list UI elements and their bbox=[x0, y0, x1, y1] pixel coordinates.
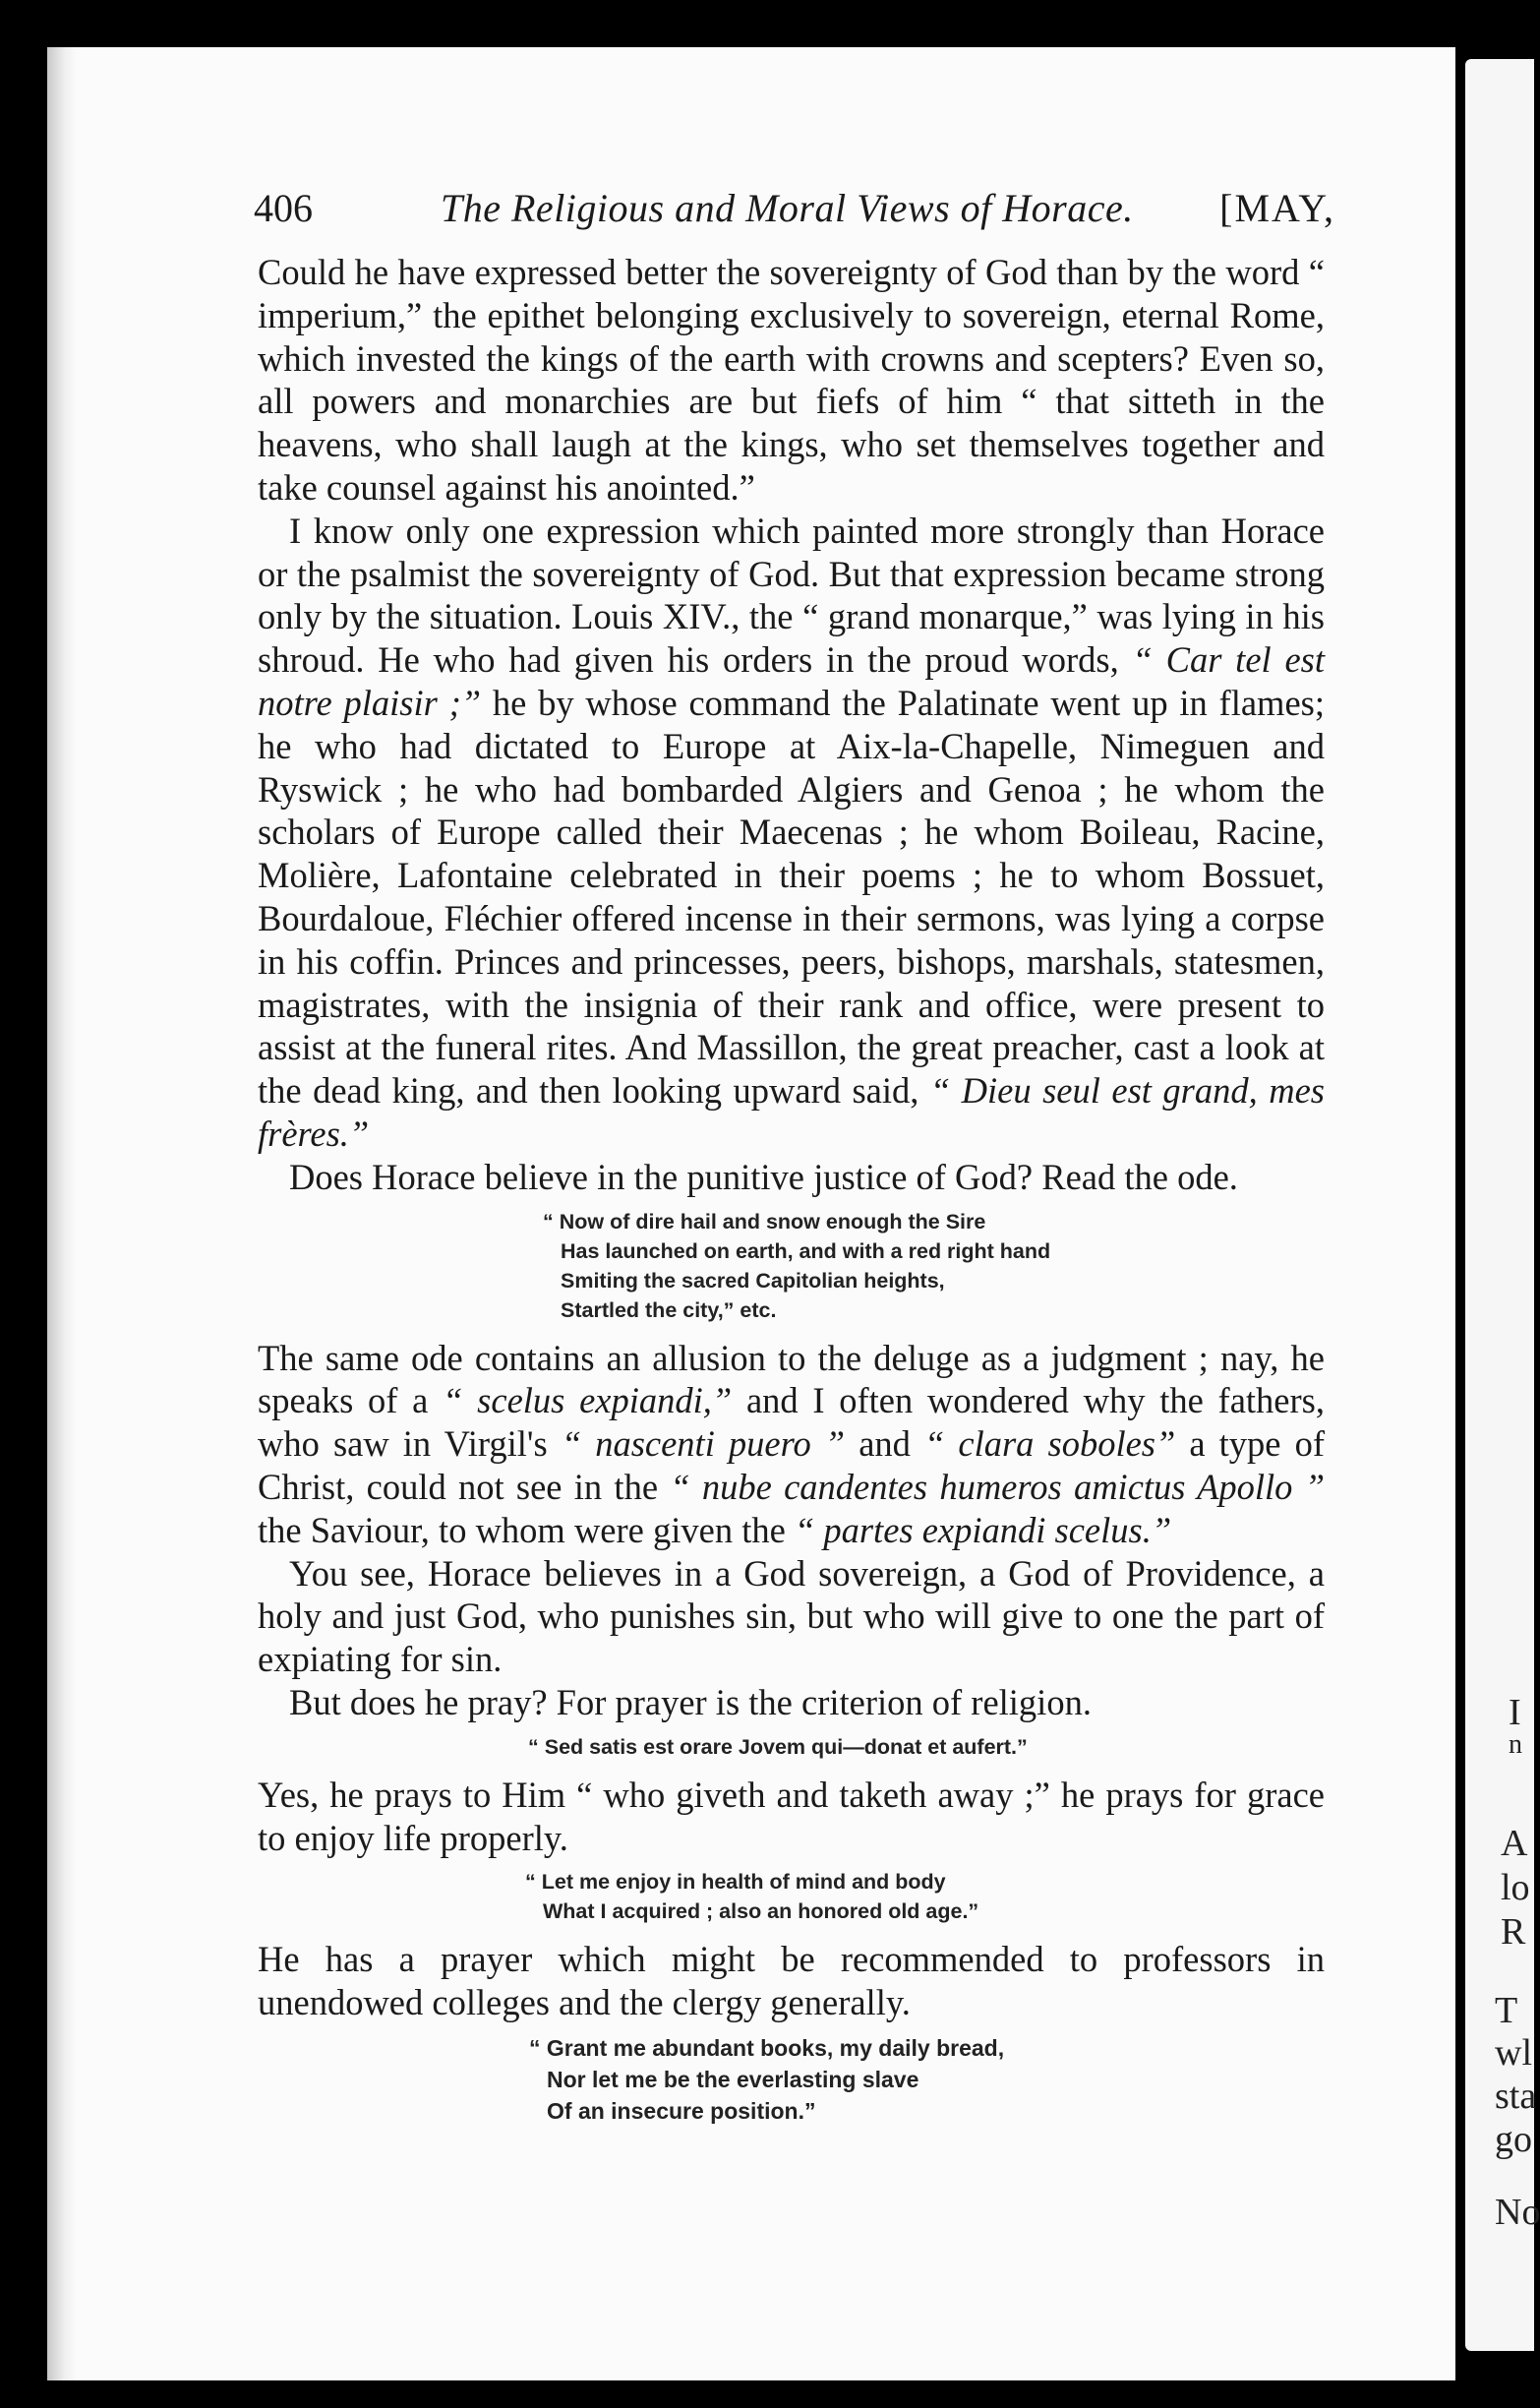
paragraph bbox=[258, 510, 1325, 1156]
verse-quote bbox=[258, 2032, 1325, 2127]
italic-phrase: “ nube candentes humeros amictus Apollo ” bbox=[670, 1466, 1326, 1507]
running-month: [MAY, bbox=[1219, 186, 1335, 230]
adjacent-page-edge bbox=[1465, 59, 1540, 2351]
verse-line: What I acquired ; also an honored old age.” bbox=[543, 1899, 979, 1924]
text-run: Does Horace believe in the punitive justice of God? Read the ode. bbox=[289, 1156, 1238, 1197]
paragraph bbox=[258, 1156, 1325, 1199]
verse-line: Nor let me be the everlasting slave bbox=[547, 2066, 919, 2092]
adjacent-page-fragment: No bbox=[1495, 2192, 1540, 2233]
text-run: and bbox=[845, 1423, 924, 1465]
adjacent-page-fragment: T bbox=[1495, 1990, 1518, 2031]
italic-phrase: “ scelus expiandi,” bbox=[443, 1380, 733, 1421]
verse-line: “ Let me enjoy in health of mind and body bbox=[525, 1870, 946, 1895]
page-binding-edge bbox=[47, 47, 77, 2380]
adjacent-page-fragment: lo bbox=[1501, 1867, 1530, 1908]
text-run: Yes, he prays to Him “ who giveth and taketh away ;” he prays for grace to enjoy life properly. bbox=[258, 1774, 1325, 1858]
verse-line: “ Sed satis est orare Jovem qui—donat et aufert.” bbox=[528, 1734, 1028, 1759]
verse-line: Has launched on earth, and with a red right hand bbox=[561, 1238, 1051, 1263]
verse-quote bbox=[258, 1207, 1325, 1325]
verse-quote bbox=[258, 1867, 1325, 1926]
text-run: a type of Christ, could not see in the bbox=[258, 1423, 1325, 1507]
adjacent-page-fragment: wl bbox=[1495, 2032, 1532, 2074]
verse-quote bbox=[258, 1732, 1325, 1762]
text-run: Could he have expressed better the sovereignty of God than by the word “ imperium,” the epithet belonging exclusively to sovereign, eternal Rome, which invested the kings of the earth with crowns and scepters? Even so, all powers and monarchies are but fiefs of him “ that sitteth in the heavens, who shall laugh at the kings, who set themselves together and take counsel against his anointed.” bbox=[258, 252, 1325, 508]
verse-line: “ Now of dire hail and snow enough the Sire bbox=[543, 1209, 986, 1234]
paragraph bbox=[258, 1938, 1325, 2024]
running-title: The Religious and Moral Views of Horace. bbox=[441, 186, 1134, 230]
page-number: 406 bbox=[254, 186, 313, 230]
paragraph bbox=[258, 1552, 1325, 1681]
paragraph bbox=[258, 1337, 1325, 1552]
italic-phrase: “ partes expiandi scelus.” bbox=[794, 1509, 1172, 1550]
paragraph bbox=[258, 1681, 1325, 1724]
text-run: I know only one expression which painted more strongly than Horace or the psalmist the sovereignty of God. But that expression became strong only by the situation. Louis XIV., the “ grand monarque,” was lying in his shroud. He who had given his orders in the proud words, bbox=[258, 510, 1325, 681]
running-header bbox=[254, 185, 1335, 244]
text-run: The same ode contains an allusion to the deluge as a judgment ; nay, he speaks of a bbox=[258, 1337, 1325, 1421]
adjacent-page-fragment: R bbox=[1501, 1911, 1526, 1953]
text-run: You see, Horace believes in a God sovereign, a God of Providence, a holy and just God, who punishes sin, but who will give to one the part of expiating for sin. bbox=[258, 1552, 1325, 1680]
paragraph bbox=[258, 1774, 1325, 1860]
adjacent-page-fragment: A bbox=[1501, 1823, 1528, 1864]
text-run: and I often wondered why the fathers, who saw in Virgil's bbox=[258, 1380, 1325, 1465]
italic-phrase: “ nascenti puero ” bbox=[561, 1423, 846, 1465]
verse-line: Smiting the sacred Capitolian heights, bbox=[561, 1268, 945, 1293]
paragraph bbox=[258, 251, 1325, 510]
italic-phrase: “ Car tel est notre plaisir ;” bbox=[258, 639, 1325, 723]
verse-line: Startled the city,” etc. bbox=[561, 1297, 777, 1322]
italic-phrase: “ Dieu seul est grand, mes frères.” bbox=[258, 1070, 1325, 1154]
text-run: the Saviour, to whom were given the bbox=[258, 1509, 795, 1550]
text-run: He has a prayer which might be recommended to professors in unendowed colleges and the clergy generally. bbox=[258, 1939, 1325, 2023]
italic-phrase: “ clara soboles” bbox=[923, 1423, 1176, 1465]
adjacent-page-fragment: sta bbox=[1495, 2076, 1537, 2117]
body-text bbox=[258, 251, 1325, 2138]
adjacent-page-fragment: go bbox=[1495, 2119, 1532, 2160]
verse-line: Of an insecure position.” bbox=[547, 2097, 816, 2124]
adjacent-page-fragment: I bbox=[1509, 1692, 1521, 1733]
adjacent-page-fragment: n bbox=[1509, 1729, 1522, 1760]
verse-line: “ Grant me abundant books, my daily bread, bbox=[529, 2034, 1005, 2061]
text-run: he by whose command the Palatinate went up in flames; he who had dictated to Europe at Aix-la-Chapelle, Nimeguen and Ryswick ; he who had bombarded Algiers and Genoa ; he whom the scholars of Europe called their Maecenas ; he whom Boileau, Racine, Molière, Lafontaine celebrated in their poems ; he to whom Bossuet, Bourdaloue, Fléchier offered incense in their sermons, was lying a corpse in his coffin. Princes and princesses, peers, bishops, marshals, statesmen, magistrates, with the insignia of their rank and office, were present to assist at the funeral rites. And Massillon, the great preacher, cast a look at the dead king, and then looking upward said, bbox=[258, 682, 1325, 1112]
text-run: But does he pray? For prayer is the criterion of religion. bbox=[289, 1681, 1092, 1722]
